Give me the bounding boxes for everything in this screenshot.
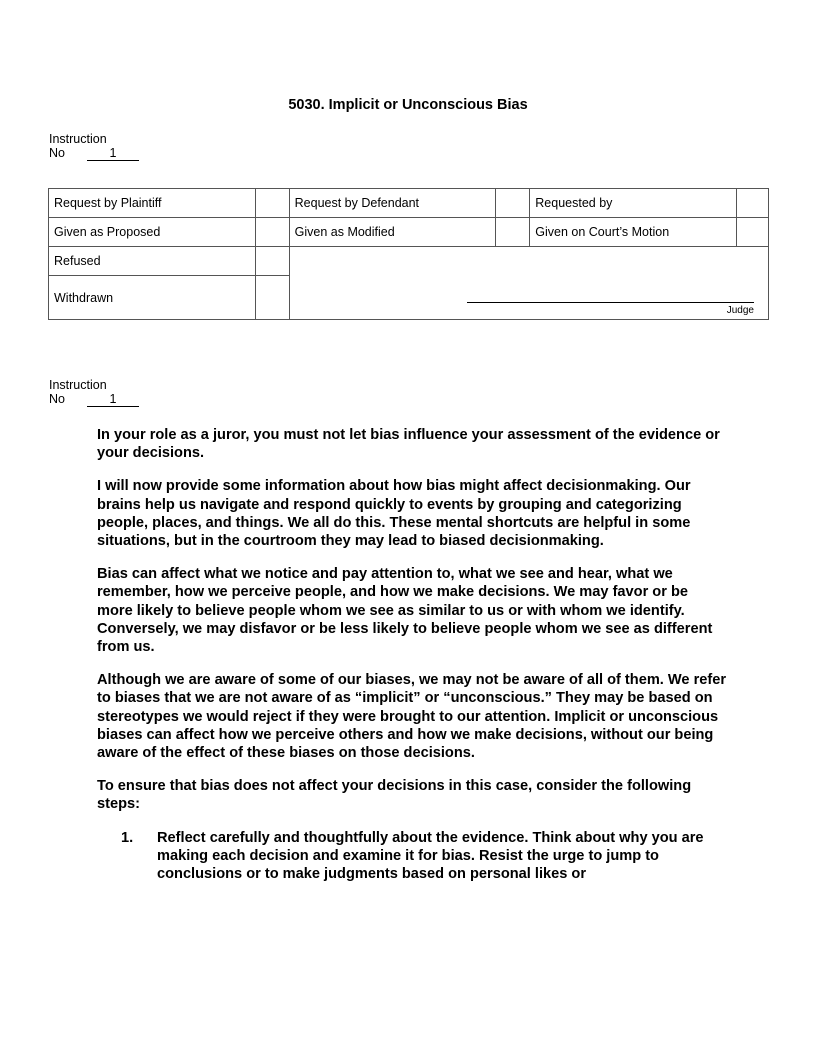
withdrawn-checkbox[interactable] — [255, 276, 289, 320]
request-by-plaintiff-checkbox[interactable] — [255, 189, 289, 218]
given-on-courts-motion-label: Given on Court’s Motion — [530, 218, 737, 247]
paragraph: In your role as a juror, you must not let bias influence your assessment of the evidence or your decisions. — [97, 427, 720, 462]
instruction-number-field[interactable]: 1 — [87, 147, 139, 161]
request-by-defendant-label: Request by Defendant — [289, 189, 496, 218]
instruction-number-block-top — [49, 132, 139, 161]
refused-checkbox[interactable] — [255, 247, 289, 276]
refused-label: Refused — [49, 247, 256, 276]
request-table — [48, 188, 769, 320]
no-label: No — [49, 392, 65, 406]
paragraph: Although we are aware of some of our biases, we may not be aware of all of them. We refer to biases that we are not aware of as “implicit” or “unconscious.” They may be based on stereotypes we would reject if they were brought to our attention. Implicit or unconscious biases can affect how we perceive others and how we make decisions, without our being aware of the effect of these biases on those decisions. — [97, 672, 727, 762]
step-text: Reflect carefully and thoughtfully about the evidence. Think about why you are making each decision and examine it for bias. Resist the urge to jump to conclusions or to make judgments based on personal likes or — [157, 829, 704, 883]
instruction-label: Instruction — [49, 378, 107, 392]
judge-label: Judge — [726, 305, 754, 316]
paragraph: Bias can affect what we notice and pay attention to, what we see and hear, what we remember, how we perceive people, and how we make decisions. We may favor or be more likely to believe people whom we see as similar to us or with whom we identify. Conversely, we may disfavor or be less likely to believe people whom we see as different from us. — [97, 566, 713, 656]
given-as-proposed-label: Given as Proposed — [49, 218, 256, 247]
instruction-label: Instruction — [49, 132, 107, 146]
judge-signature-line[interactable] — [467, 302, 754, 303]
judge-signature-area — [289, 247, 768, 320]
given-as-modified-label: Given as Modified — [289, 218, 496, 247]
given-on-courts-motion-checkbox[interactable] — [737, 218, 769, 247]
instruction-no-row — [49, 392, 139, 407]
request-by-plaintiff-label: Request by Plaintiff — [49, 189, 256, 218]
refused-row — [49, 247, 769, 276]
instruction-number-field[interactable]: 1 — [87, 393, 139, 407]
instruction-body — [97, 426, 727, 883]
paragraph: I will now provide some information about how bias might affect decisionmaking. Our brains help us navigate and respond quickly to events by grouping and categorizing people, places, and things. We all do this. These mental shortcuts are helpful in some situations, but in the courtroom they may lead to biased decisionmaking. — [97, 478, 691, 550]
instruction-number-block-bottom — [49, 378, 139, 407]
given-as-modified-checkbox[interactable] — [496, 218, 530, 247]
given-row — [49, 218, 769, 247]
step-number: 1. — [121, 829, 134, 846]
withdrawn-label: Withdrawn — [49, 276, 256, 320]
instruction-no-row — [49, 146, 139, 161]
no-label: No — [49, 146, 65, 160]
given-as-proposed-checkbox[interactable] — [255, 218, 289, 247]
request-by-defendant-checkbox[interactable] — [496, 189, 530, 218]
numbered-step — [97, 829, 727, 884]
page-title: 5030. Implicit or Unconscious Bias — [288, 97, 528, 113]
requested-by-label: Requested by — [530, 189, 737, 218]
paragraph: To ensure that bias does not affect your decisions in this case, consider the following steps: — [97, 778, 692, 813]
request-row — [49, 189, 769, 218]
requested-by-checkbox[interactable] — [737, 189, 769, 218]
